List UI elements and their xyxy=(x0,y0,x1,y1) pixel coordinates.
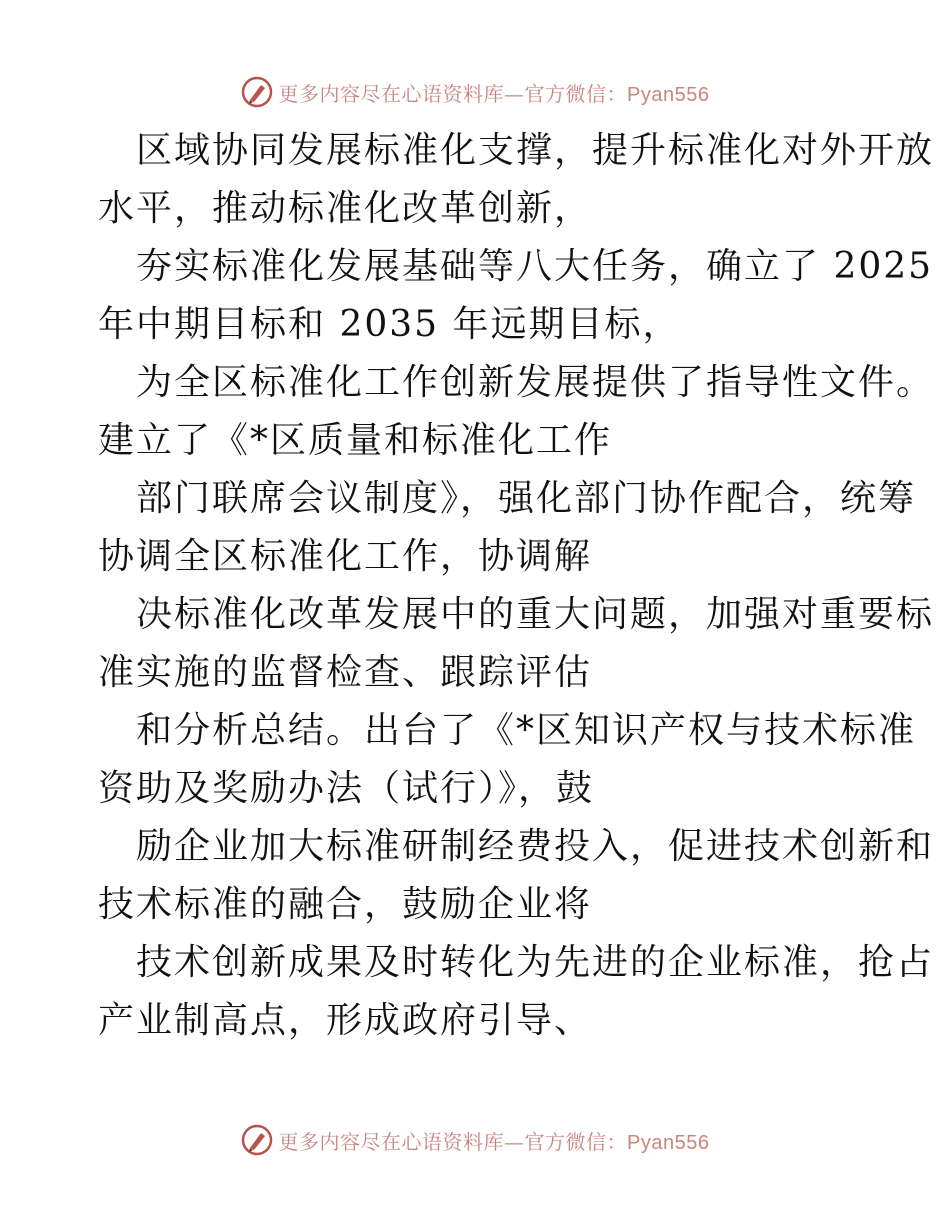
watermark-text: 更多内容尽在心语资料库—官方微信：Pyan556 xyxy=(278,1129,710,1154)
text-line: 区域协同发展标准化支撑，提升标准化对外开放 xyxy=(136,130,935,171)
paragraph xyxy=(98,470,917,586)
pen-logo-icon xyxy=(241,76,273,108)
text-line: 年中期目标和 2035 年远期目标， xyxy=(98,304,681,345)
document-body xyxy=(98,122,935,1050)
pen-logo-icon xyxy=(241,1124,273,1156)
paragraph xyxy=(98,354,935,470)
text-line: 为全区标准化工作创新发展提供了指导性文件。 xyxy=(136,362,935,403)
text-line: 技术创新成果及时转化为先进的企业标准，抢占 xyxy=(136,942,935,983)
paragraph xyxy=(98,818,935,934)
header-watermark xyxy=(0,72,950,112)
text-line: 技术标准的融合，鼓励企业将 xyxy=(98,884,593,925)
text-line: 准实施的监督检查、跟踪评估 xyxy=(98,652,593,693)
text-line: 资助及奖励办法（试行）》，鼓 xyxy=(98,768,595,809)
text-line: 协调全区标准化工作，协调解 xyxy=(98,536,593,577)
text-line: 决标准化改革发展中的重大问题，加强对重要标 xyxy=(136,594,935,635)
text-line: 水平，推动标准化改革创新， xyxy=(98,188,593,229)
text-line: 部门联席会议制度》，强化部门协作配合，统筹 xyxy=(136,478,917,519)
paragraph xyxy=(98,122,935,238)
footer-watermark xyxy=(0,1120,950,1160)
watermark-text: 更多内容尽在心语资料库—官方微信：Pyan556 xyxy=(278,81,710,106)
text-line: 和分析总结。出台了《*区知识产权与技术标准 xyxy=(136,710,917,751)
text-line: 建立了《*区质量和标准化工作 xyxy=(98,420,613,461)
paragraph xyxy=(98,238,934,354)
text-line: 励企业加大标准研制经费投入，促进技术创新和 xyxy=(136,826,935,867)
paragraph xyxy=(98,934,935,1050)
paragraph xyxy=(98,586,935,702)
text-line: 产业制高点，形成政府引导、 xyxy=(98,1000,593,1041)
paragraph xyxy=(98,702,917,818)
text-line: 夯实标准化发展基础等八大任务，确立了 2025 xyxy=(136,246,934,287)
